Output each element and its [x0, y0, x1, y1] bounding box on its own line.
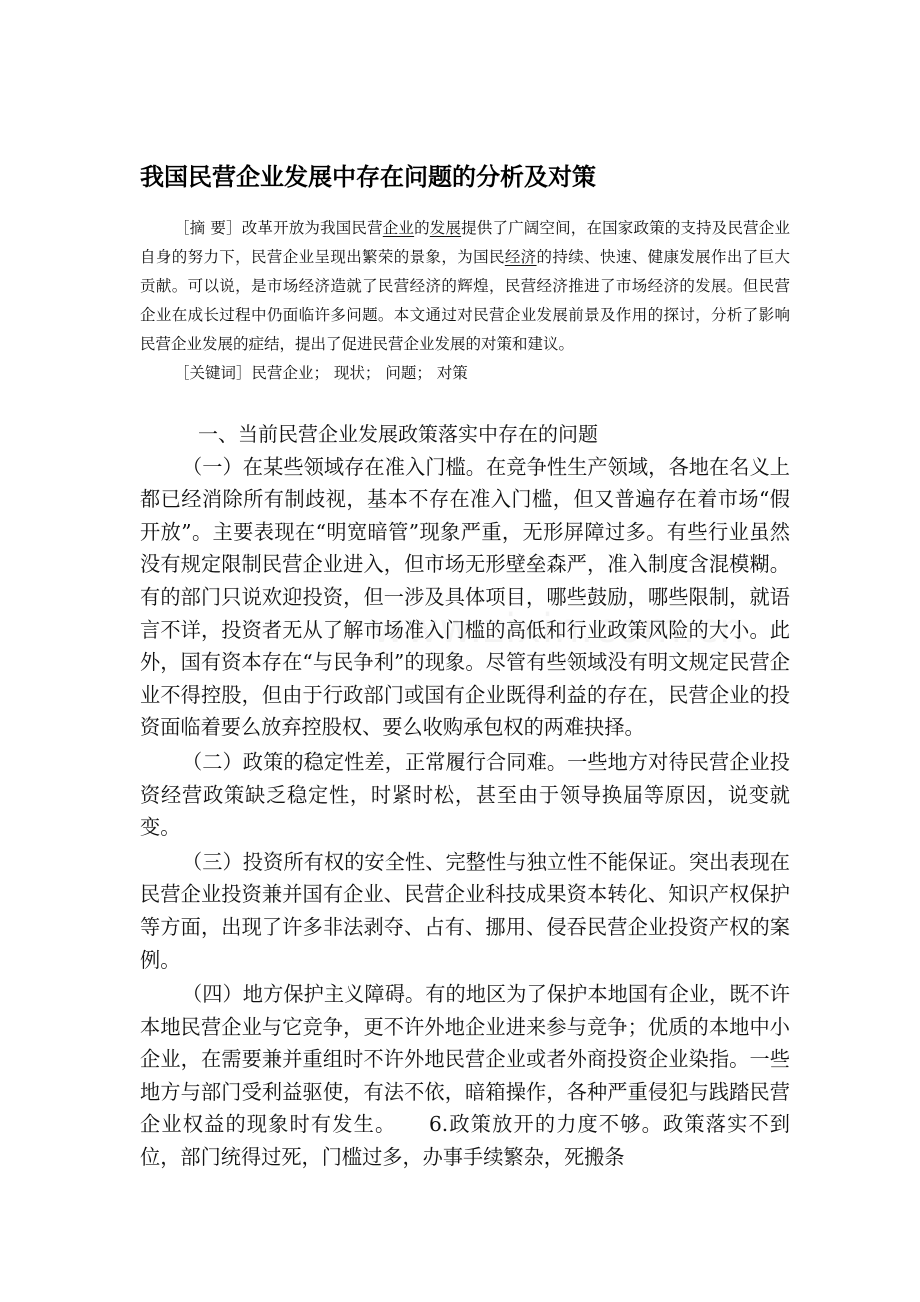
abstract-text-part3: 提供了广阔空间，在国家政策的支持及民营企业自身的努力下，民营企业呈现出繁荣的景象，为国民	[140, 219, 790, 266]
abstract-text-part1: ［摘 要］改革开放为我国民营	[174, 219, 383, 237]
abstract-text-part2: 的	[414, 219, 430, 237]
body-paragraph-2: （二）政策的稳定性差，正常履行合同难。一些地方对待民营企业投资经营政策缺乏稳定性，时紧时松，甚至由于领导换届等原因，说变就变。	[140, 749, 790, 840]
abstract-paragraph	[140, 214, 790, 359]
body-paragraph-3: （三）投资所有权的安全性、完整性与独立性不能保证。突出表现在民营企业投资兼并国有企业、民营企业科技成果资本转化、知识产权保护等方面，出现了许多非法剥夺、占有、挪用、侵吞民营企业投资产权的案例。	[140, 849, 790, 972]
body-paragraph-4: （四）地方保护主义障碍。有的地区为了保护本地国有企业，既不许本地民营企业与它竞争，更不许外地企业进来参与竞争；优质的本地中小企业，在需要兼并重组时不许外地民营企业或者外商投资企业染指。一些地方与部门受利益驱使，有法不依，暗箱操作，各种严重侵犯与践踏民营企业权益的现象时有发生。 6.政策放开的力度不够。政策落实不到位，部门统得过死，门槛过多，办事手续繁杂，死搬条	[140, 982, 790, 1170]
economy-link[interactable]: 经济	[504, 248, 537, 266]
abstract-text-part4: 的持续、快速、健康发展作出了巨大贡献。可以说，是市场经济造就了民营经济的辉煌，民营经济推进了市场经济的发展。但民营企业在成长过程中仍面临许多问题。本文通过对民营企业发展前景及作用的探讨，分析了影响民营企业发展的症结，提出了促进民营企业发展的对策和建议。	[140, 248, 790, 353]
keywords-line: ［关键词］民营企业； 现状； 问题； 对策	[174, 364, 468, 382]
section-heading: 一、当前民营企业发展政策落实中存在的问题	[198, 422, 598, 446]
enterprise-link[interactable]: 企业	[382, 219, 415, 237]
body-paragraph-1: （一）在某些领域存在准入门槛。在竞争性生产领域，各地在名义上都已经消除所有制歧视，基本不存在准入门槛，但又普遍存在着市场“假开放”。主要表现在“明宽暗管”现象严重，无形屏障过多。有些行业虽然没有规定限制民营企业进入，但市场无形壁垒森严，准入制度含混模糊。有的部门只说欢迎投资，但一涉及具体项目，哪些鼓励，哪些限制，就语言不详，投资者无从了解市场准入门槛的高低和行业政策风险的大小。此外，国有资本存在“与民争利”的现象。尽管有些领域没有明文规定民营企业不得控股，但由于行政部门或国有企业既得利益的存在，民营企业的投资面临着要么放弃控股权、要么收购承包权的两难抉择。	[140, 454, 790, 740]
main-content	[140, 418, 790, 1174]
abstract-block	[140, 214, 790, 388]
document-title: 我国民营企业发展中存在问题的分析及对策	[140, 163, 596, 191]
development-link[interactable]: 发展	[429, 219, 462, 237]
